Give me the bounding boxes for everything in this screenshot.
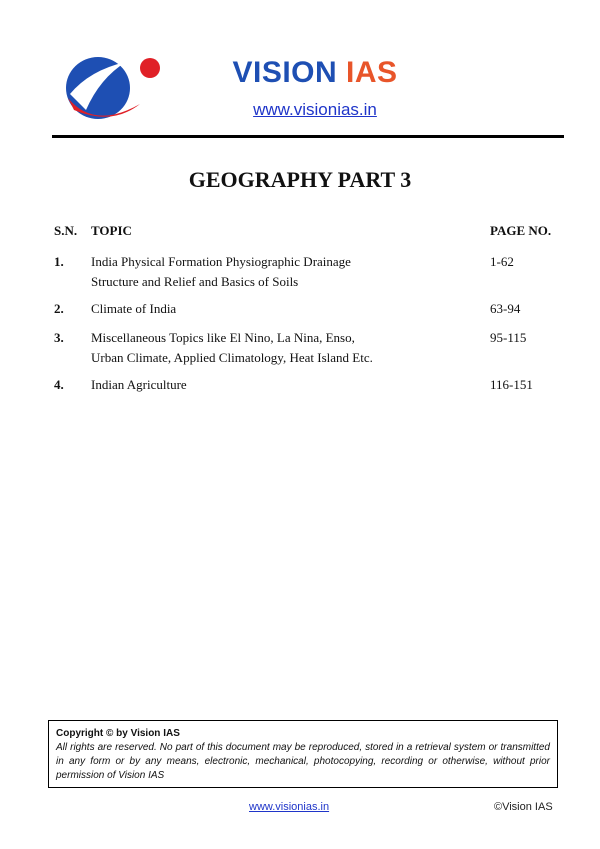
toc-row-sn: 2. <box>54 301 64 316</box>
toc-row-page: 95-115 <box>490 330 527 345</box>
brand-name-part1: VISION <box>232 56 338 89</box>
toc-row-topic-line: India Physical Formation Physiographic Drainage <box>91 254 351 269</box>
toc-row-sn: 1. <box>54 254 64 269</box>
vision-ias-logo-icon <box>60 48 166 126</box>
footer-website-link[interactable]: www.visionias.in <box>249 801 330 813</box>
brand-name-part2: IAS <box>346 56 398 89</box>
header-divider <box>52 135 564 138</box>
copyright-title: Copyright © by Vision IAS <box>56 728 180 739</box>
toc-row-sn: 3. <box>54 330 64 345</box>
toc-row-topic-line: Indian Agriculture <box>91 377 187 392</box>
toc-column-topic: TOPIC <box>91 223 132 238</box>
brand-name <box>170 56 460 90</box>
footer-copyright: ©Vision IAS <box>494 801 553 813</box>
toc-row-sn: 4. <box>54 377 64 392</box>
copyright-text: All rights are reserved. No part of this document may be reproduced, stored in a retrieval system or transmitted in any form or by any means, electronic, mechanical, photocopying, recording or otherwise, without prior permission of Vision IAS <box>56 742 550 781</box>
toc-row-topic-line: Urban Climate, Applied Climatology, Heat Island Etc. <box>91 350 373 365</box>
toc-row-topic <box>91 375 421 395</box>
toc-row-page: 63-94 <box>490 301 521 316</box>
toc-row-page: 1-62 <box>490 254 514 269</box>
toc-column-page: PAGE NO. <box>490 223 552 238</box>
toc-row-topic <box>91 328 421 368</box>
toc-row-topic-line: Miscellaneous Topics like El Nino, La Nina, Enso, <box>91 330 355 345</box>
document-title: GEOGRAPHY PART 3 <box>188 167 412 192</box>
toc-row-topic-line: Structure and Relief and Basics of Soils <box>91 274 299 289</box>
copyright-notice-box <box>48 720 558 788</box>
toc-row-topic <box>91 252 421 292</box>
toc-row-topic <box>91 299 421 319</box>
toc-row-page: 116-151 <box>490 377 533 392</box>
toc-row-topic-line: Climate of India <box>91 301 177 316</box>
toc-column-sn: S.N. <box>54 223 78 238</box>
website-link[interactable]: www.visionias.in <box>253 100 377 119</box>
